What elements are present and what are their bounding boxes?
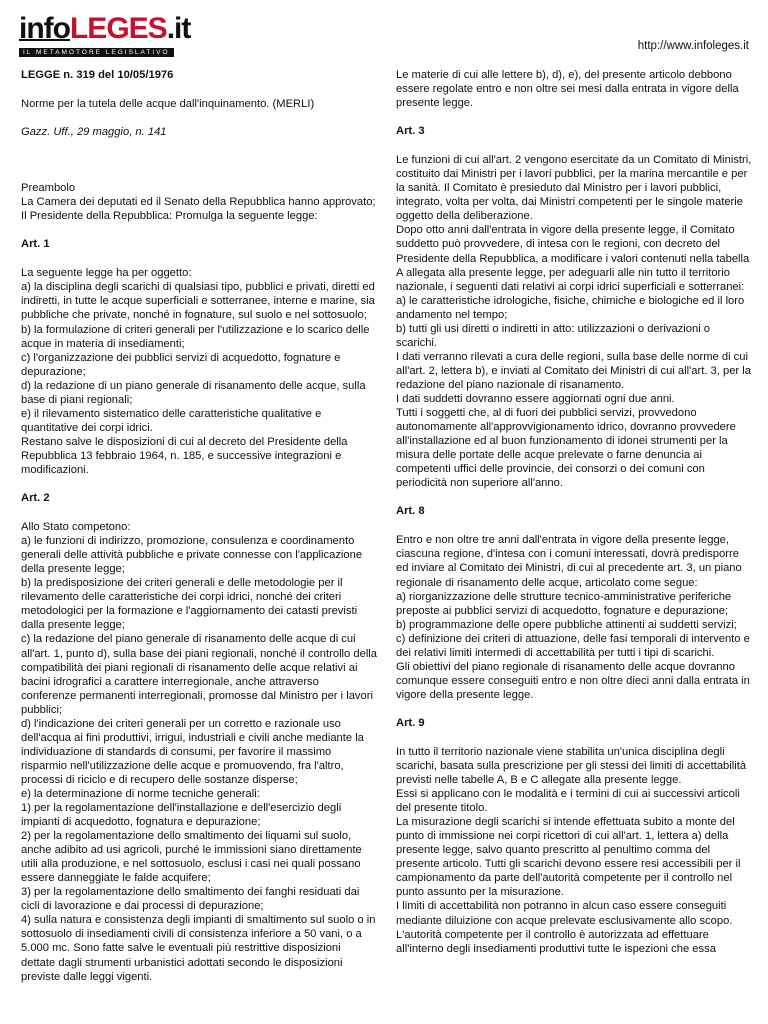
- article-3-body: Le funzioni di cui all'art. 2 vengono esercitate da un Comitato di Ministri, costituito dai Ministri per i lavori pubblici, per la marina mercantile e per la sanità. Il Comitato è presieduto dal Ministro per i lavori pubblici, integrato, volta per volta, dai Ministri competenti per le singole materie oggetto della deliberazione. Dopo otto anni dall'entrata in vigore della presente legge, il Comitato suddetto può provvedere, di intesa con le regioni, con decreto del Presidente della Repubblica, a modificare i valori contenuti nella tabella A allegata alla presente legge, per adeguarli alle nin tutto il territorio nazionale, i seguenti dati relativi ai corpi idrici superficiali e sotterranei: a) le caratteristiche idrologiche, fisiche, chimiche e biologiche ed il loro andamento nel tempo; b) tutti gli usi diretti o indiretti in atto: utilizzazioni o derivazioni o scarichi. I dati verranno rilevati a cura delle regioni, sulla base delle norme di cui all'art. 2, lettera b), e inviati al Comitato dei Ministri di cui all'art. 3, per la redazione del piano nazionale di risanamento. I dati suddetti dovranno essere aggiornati ogni due anni. Tutti i soggetti che, al di fuori dei pubblici servizi, provvedono autonomamente all'approvvigionamento idrico, dovranno provvedere all'installazione ed al buon funzionamento di idonei strumenti per la misura delle portate delle acque prelevate o farne denuncia ai competenti uffici delle provincie, dei consorzi o dei comuni con periodicità non superiore all'anno.: [396, 154, 752, 490]
- preamble-text: Preambolo La Camera dei deputati ed il Senato della Repubblica hanno approvato; Il Presidente della Repubblica: Promulga la seguente legge:: [21, 182, 376, 223]
- law-description: Norme per la tutela delle acque dall'inquinamento. (MERLI): [21, 98, 315, 111]
- article-3-title: Art. 3: [396, 125, 425, 138]
- article-2-body: Allo Stato competono: a) le funzioni di indirizzo, promozione, consulenza e coordinamento generali delle attività pubbliche e private connesse con l'applicazione della presente legge; b) la predisposizione dei criteri generali e delle metodologie per il rilevamento delle caratteristiche dei corpi idrici, nonché dei criteri metodologici per la formazione e l'aggiornamento dei catasti previsti dalla presente legge; c) la redazione del piano generale di risanamento delle acque di cui all'art. 1, punto d), sulla base dei piani regionali, nonché il controllo della compatibilità dei piani regionali di risanamento delle acque relativi ai bacini idrografici a carattere interregionale, anche attraverso conferenze permanenti interregionali, promosse dal Ministro per i lavori pubblici; d) l'indicazione dei criteri generali per un corretto e razionale uso dell'acqua ai fini produttivi, irrigui, industriali e civili anche mediante la individuazione di standards di consumi, per favorire il massimo risparmio nell'utilizzazione delle acque e promuovendo, fra l'altro, processi di riciclo e di recupero delle sostanze disperse; e) la determinazione di norme tecniche generali: 1) per la regolamentazione dell'installazione e dell'esercizio degli impianti di acquedotto, fognatura e depurazione; 2) per la regolamentazione dello smaltimento dei liquami sul suolo, anche adibito ad usi agricoli, purché le immissioni siano direttamente utili alla produzione, e nel sottosuolo, esclusi i casi nei quali possano essere danneggiate le falde acquifere; 3) per la regolamentazione dello smaltimento dei fanghi residuati dai cicli di lavorazione e dai processi di depurazione; 4) sulla natura e consistenza degli impianti di smaltimento sul suolo o in sottosuolo di insediamenti civili di consistenza inferiore a 50 vani, o a 5.000 mc. Sono fatte salve le eventuali più restrittive disposizioni dettate dagli strumenti urbanistici adottati secondo le disposizioni previste dalle leggi vigenti.: [21, 521, 378, 983]
- article-2-continuation: Le materie di cui alle lettere b), d), e), del presente articolo debbono essere regolate entro e non oltre sei mesi dalla entrata in vigore della presente legge.: [396, 69, 739, 110]
- page-header: [0, 0, 768, 60]
- law-title: LEGGE n. 319 del 10/05/1976: [21, 69, 174, 81]
- gazzetta-reference: Gazz. Uff., 29 maggio, n. 141: [21, 126, 167, 139]
- article-8-body: Entro e non oltre tre anni dall'entrata in vigore della presente legge, ciascuna regione, d'intesa con i comuni interessati, dovrà predisporre ed inviare al Comitato dei Ministri, di cui al precedente art. 3, un piano regionale di risanamento delle acque, articolato come segue: a) riorganizzazione delle strutture tecnico-amministrative periferiche preposte ai pubblici servizi di acquedotto, fognature e depurazione; b) programmazione delle opere pubbliche attinenti ai suddetti servizi; c) definizione dei criteri di attuazione, delle fasi temporali di intervento e dei relativi limiti intermedi di accettabilità per tutti i tipi di scarichi. Gli obiettivi del piano regionale di risanamento delle acque dovranno comunque essere conseguiti entro e non oltre dieci anni dalla entrata in vigore della presente legge.: [396, 534, 750, 701]
- logo-tagline: IL METAMOTORE LEGISLATIVO: [19, 48, 174, 57]
- infoleges-logo[interactable]: [19, 14, 190, 54]
- article-9-body: In tutto il territorio nazionale viene stabilita un'unica disciplina degli scarichi, basata sulla prescrizione per gli stessi dei limiti di accettabilità previsti nelle tabelle A, B e C allegate alla presente legge. Essi si applicano con le modalità e i termini di cui ai successivi articoli del presente titolo. La misurazione degli scarichi si intende effettuata subito a monte del punto di immissione nei corpi ricettori di cui all'art. 1, lettera a) della presente legge, salvo quanto prescritto al penultimo comma del presente articolo. Tutti gli scarichi devono essere resi accessibili per il campionamento da parte dell'autorità competente per il controllo nel punto assunto per la misurazione. I limiti di accettabilità non potranno in alcun caso essere conseguiti mediante diluizione con acque prelevate esclusivamente allo scopo. L'autorità competente per il controllo è autorizzata ad effettuare all'interno degli insediamenti produttivi tutte le ispezioni che essa: [396, 745, 747, 955]
- left-column: [21, 68, 377, 998]
- article-1-body: La seguente legge ha per oggetto: a) la disciplina degli scarichi di qualsiasi tipo, pubblici e privati, diretti ed indiretti, in tutte le acque superficiali e sotterranee, interne e marine, sia pubbliche che private, nonché in fognature, sul suolo e nel sottosuolo; b) la formulazione di criteri generali per l'utilizzazione e lo scarico delle acque in materia di insediamenti; c) l'organizzazione dei pubblici servizi di acquedotto, fognature e depurazione; d) la redazione di un piano generale di risanamento delle acque, sulla base di piani regionali; e) il rilevamento sistematico delle caratteristiche qualitative e quantitative dei corpi idrici. Restano salve le disposizioni di cui al decreto del Presidente della Repubblica 13 febbraio 1964, n. 185, e successive integrazioni e modificazioni.: [21, 267, 375, 476]
- right-column: [396, 68, 752, 970]
- article-2-title: Art. 2: [21, 492, 50, 505]
- logo-info-text: info: [19, 12, 70, 45]
- logo-leges-text: LEGES: [69, 12, 167, 45]
- site-url[interactable]: http://www.infoleges.it: [637, 40, 749, 52]
- article-8-title: Art. 8: [396, 505, 425, 518]
- article-9-title: Art. 9: [396, 716, 425, 729]
- logo-tld-text: .it: [166, 12, 191, 45]
- logo-wordmark: [19, 14, 190, 44]
- article-1-title: Art. 1: [21, 238, 50, 251]
